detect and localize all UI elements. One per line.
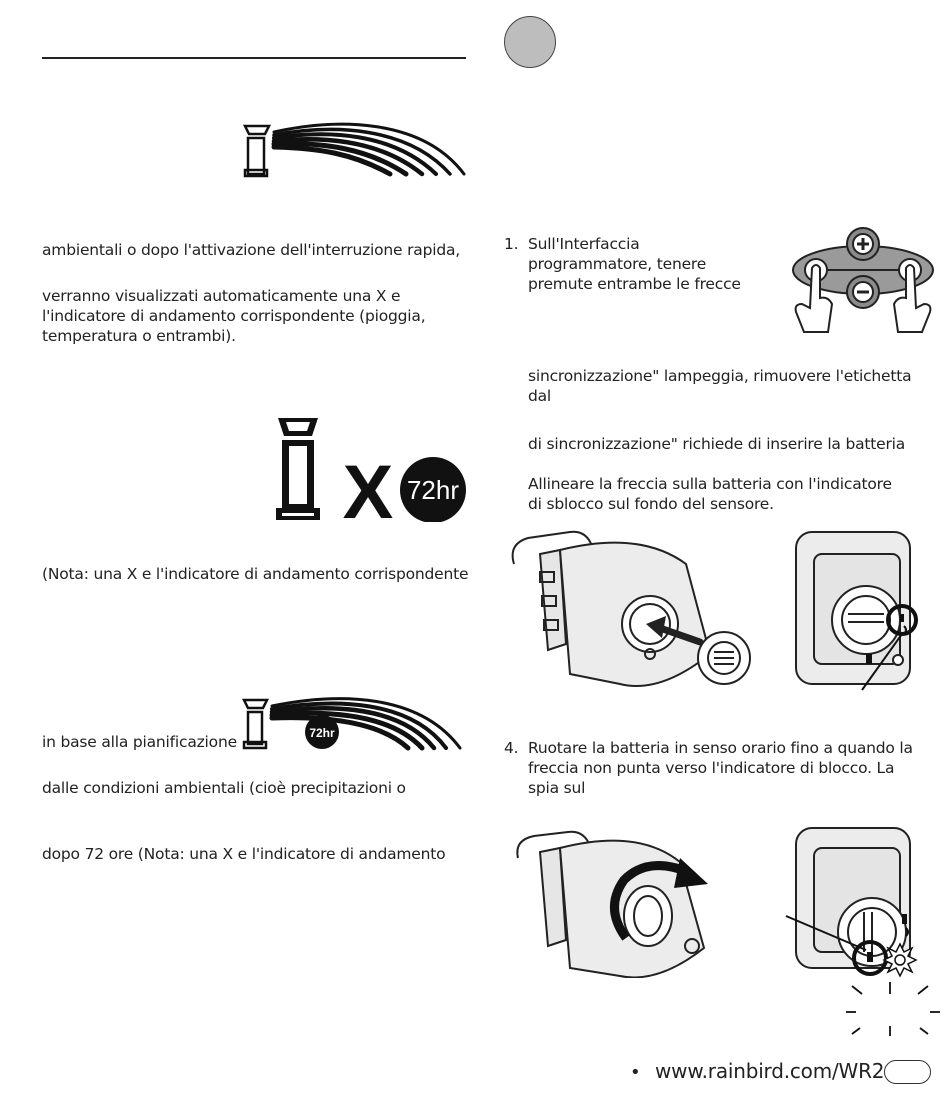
step-4 (504, 738, 928, 798)
sensor-unlock-indicator-illustration (784, 524, 924, 692)
sensor-lock-indicator-illustration (760, 822, 940, 1044)
plus-button-icon (847, 228, 879, 260)
step-1-number: 1. (504, 235, 519, 253)
step-4-number: 4. (504, 739, 519, 757)
step-4-text: Ruotare la batteria in senso orario fino a quando la freccia non punta verso l'indicatore di blocco. La spia sul (528, 739, 913, 797)
sprinkler-spray-icon (242, 118, 467, 180)
paragraph-sync-insert: di sincronizzazione" richiede di inserire la batteria (528, 435, 906, 453)
paragraph-sync-blink: sincronizzazione" lampeggia, rimuovere l'etichetta dal (528, 367, 912, 405)
battery-cap-icon (698, 632, 750, 684)
header-rule (42, 57, 466, 59)
sprinkler-72hr-icon (240, 694, 462, 752)
paragraph-note: (Nota: una X e l'indicatore di andamento corrispondente (42, 565, 469, 583)
hr72-badge-large: 72hr (406, 475, 460, 505)
hr72-badge-small: 72hr (309, 726, 335, 740)
footer-url-link[interactable]: www.rainbird.com/WR2 (655, 1059, 885, 1083)
sprinkler-x-72hr-icon (272, 414, 468, 522)
paragraph-schedule: in base alla pianificazione (42, 733, 237, 751)
minus-button-icon (847, 276, 879, 308)
led-light-icon (884, 944, 916, 976)
paragraph-after-72h: dopo 72 ore (Nota: una X e l'indicatore di andamento (42, 845, 446, 863)
step-number-circle (504, 16, 556, 68)
paragraph-align-arrow: Allineare la freccia sulla batteria con l'indicatore di sblocco sul fondo del sensore. (528, 475, 892, 513)
x-mark: X (342, 450, 394, 522)
paragraph-automatic-display: verranno visualizzati automaticamente una X e l'indicatore di andamento corrispondente (pioggia, temperatura o entrambi). (42, 287, 426, 345)
controller-buttons-illustration (788, 224, 938, 336)
blink-rays-icon (846, 982, 940, 1036)
footer-bullet: • (630, 1062, 641, 1083)
step-1-text: Sull'Interfaccia programmatore, tenere premute entrambe le frecce (528, 235, 741, 293)
battery-rotate-illustration (508, 828, 728, 978)
step-1 (504, 234, 763, 294)
battery-insert-illustration (500, 524, 762, 692)
paragraph-conditions: dalle condizioni ambientali (cioè precipitazioni o (42, 779, 406, 797)
page-number-tab (884, 1060, 931, 1084)
paragraph-weather-pause: ambientali o dopo l'attivazione dell'interruzione rapida, (42, 241, 460, 259)
